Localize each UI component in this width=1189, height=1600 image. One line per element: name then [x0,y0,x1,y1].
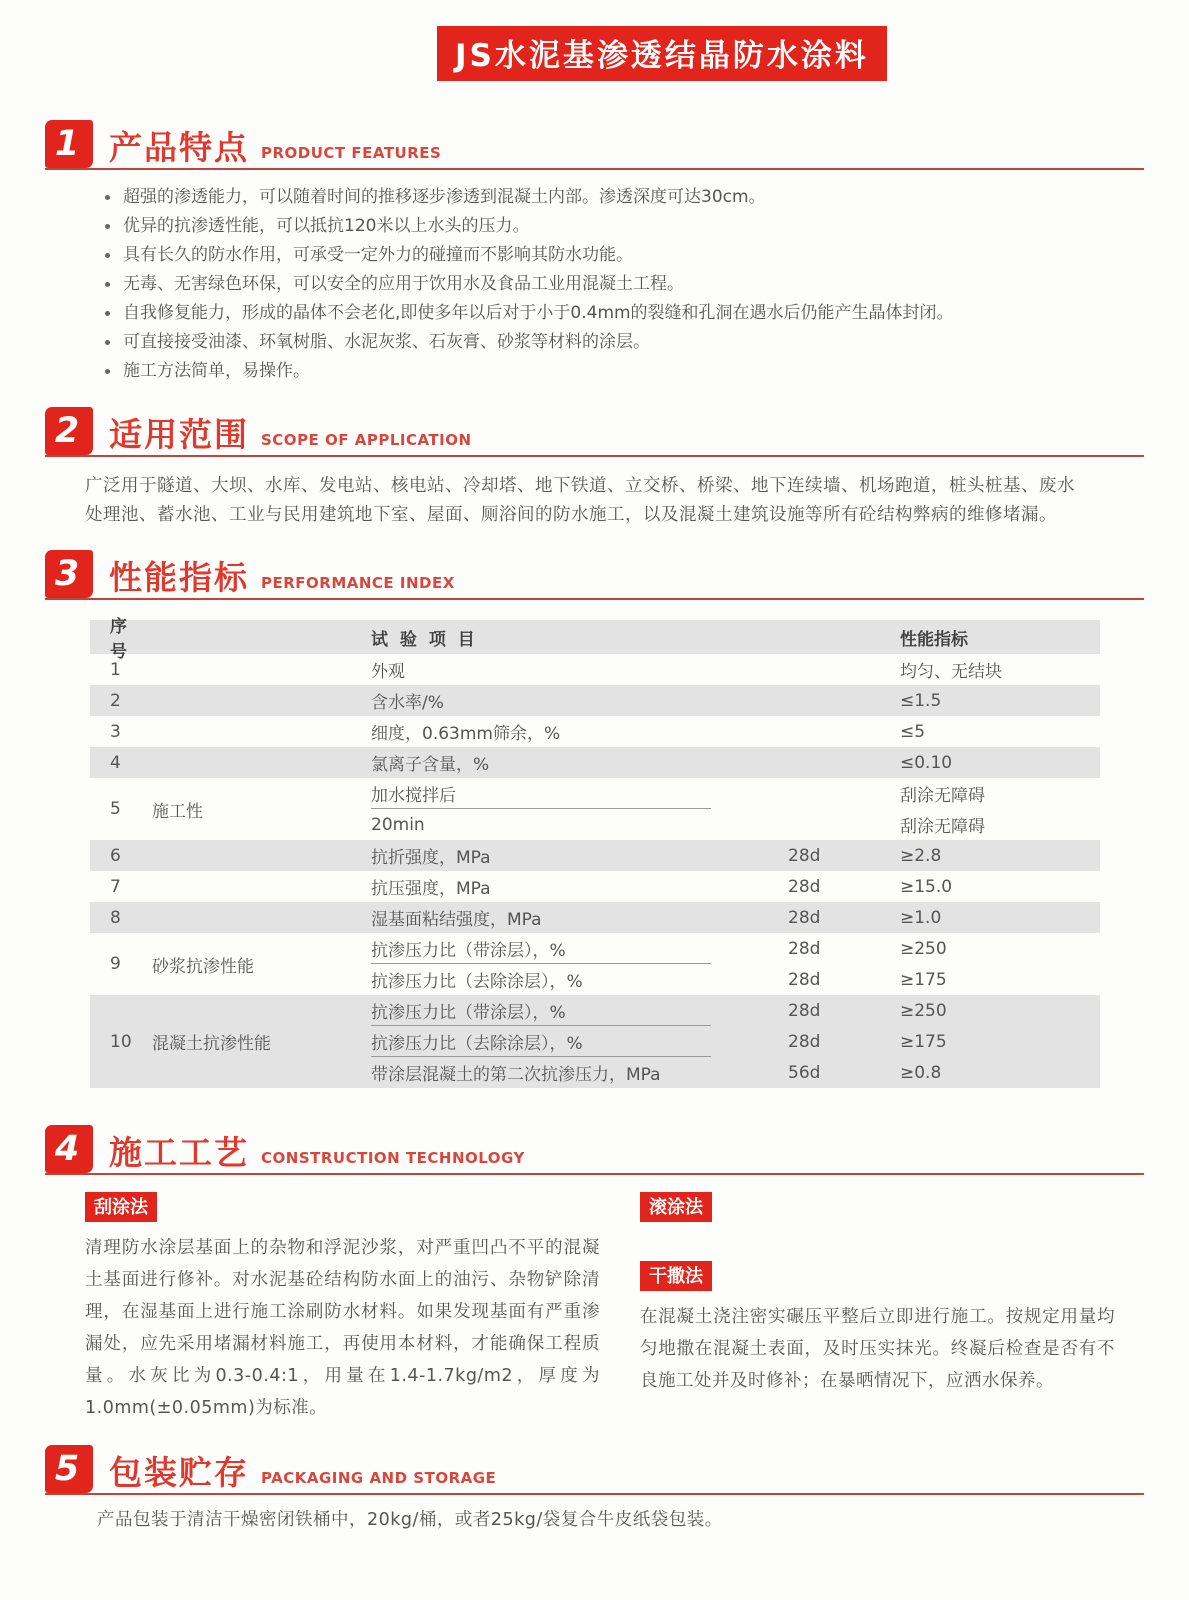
method-text: 在混凝土浇注密实碾压平整后立即进行施工。按规定用量均匀地撒在混凝土表面，及时压实抹光。终凝后检查是否有不良施工处并及时修补；在暴晒情况下，应洒水保养。 [640,1307,1115,1391]
cell-index-value: ≥175 [900,1031,947,1052]
table-row [90,840,1100,871]
section-number-badge: 2 [45,407,93,455]
table-row [90,716,1100,747]
feature-bullet: 超强的渗透能力，可以随着时间的推移逐步渗透到混凝土内部。渗透深度可达30cm。 [103,183,1144,212]
section-number-badge: 1 [45,120,93,168]
section-header-scope [45,407,1144,457]
cell-index-value: 刮涂无障碍 [900,786,985,806]
item-line [363,685,1100,716]
cell-index-value: 均匀、无结块 [900,662,1002,682]
cell-test-item: 外观 [371,662,405,682]
table-body [90,654,1100,1088]
section-title-zh: 适用范围 [109,414,249,454]
cell-items [363,778,1100,840]
cell-test-item: 氯离子含量，% [371,755,490,775]
feature-bullet: 可直接接受油漆、环氧树脂、水泥灰浆、石灰膏、砂浆等材料的涂层。 [103,328,1144,357]
method-roller-coating [640,1192,1115,1222]
section-packaging [45,1445,1144,1531]
cell-test-item: 抗折强度，MPa [371,848,491,868]
cell-index-value: ≥250 [900,938,947,959]
item-line [363,1057,1100,1088]
cell-test-item: 抗渗压力比（去除涂层），% [363,1026,768,1057]
cell-items [363,840,1100,871]
cell-row-number: 4 [110,752,121,773]
cell-test-item: 20min [371,814,425,835]
cell-index-value: ≥250 [900,1000,947,1021]
cell-test-item: 带涂层混凝土的第二次抗渗压力，MPa [371,1065,661,1085]
cell-age: 28d [788,876,821,897]
table-row [90,995,1100,1088]
cell-age: 56d [788,1062,821,1083]
cell-group-name: 砂浆抗渗性能 [152,956,254,977]
table-row [90,685,1100,716]
cell-index-value: ≤0.10 [900,752,953,773]
cell-group-name: 混凝土抗渗性能 [152,1034,271,1054]
cell-test-item: 细度，0.63mm筛余，% [371,724,561,744]
item-line [363,933,1100,964]
cell-age: 28d [788,969,821,990]
item-line [363,902,1100,933]
col-header-index: 性能指标 [900,629,968,650]
col-header-item: 试 验 项 目 [371,629,478,650]
section-performance [45,550,1144,1088]
features-bullet-list [103,183,1144,386]
cell-items [363,716,1100,747]
cell-items [363,902,1100,933]
section-title-en: PERFORMANCE INDEX [261,574,455,592]
cell-index-value: ≤1.5 [900,690,942,711]
section-number-badge: 4 [45,1125,93,1173]
cell-age: 28d [788,938,821,959]
method-scrape-coating [85,1192,600,1424]
section-header-performance [45,550,1144,600]
performance-table [90,617,1100,1088]
cell-index-value: ≥0.8 [900,1062,942,1083]
method-tag: 刮涂法 [85,1192,157,1222]
cell-age: 28d [788,1000,821,1021]
feature-bullet: 具有长久的防水作用，可承受一定外力的碰撞而不影响其防水功能。 [103,241,1144,270]
scope-paragraph: 广泛用于隧道、大坝、水库、发电站、核电站、冷却塔、地下铁道、立交桥、桥梁、地下连续墙、机场跑道，桩头桩基、废水处理池、蓄水池、工业与民用建筑地下室、屋面、厕浴间的防水施工，以及混凝土建筑设施等所有砼结构弊病的维修堵漏。 [85,476,1075,525]
cell-index-value: ≤5 [900,721,926,742]
cell-test-item: 抗压强度，MPa [371,879,491,899]
packaging-paragraph: 产品包装于清洁干燥密闭铁桶中，20kg/桶，或者25kg/袋复合牛皮纸袋包装。 [97,1510,723,1530]
method-tag: 滚涂法 [640,1192,712,1222]
section-features [45,120,1144,386]
item-line [363,1026,1100,1057]
section-title-en: SCOPE OF APPLICATION [261,431,472,449]
cell-index-value: ≥1.0 [900,907,942,928]
cell-test-item: 湿基面粘结强度，MPa [371,910,542,930]
cell-age: 28d [788,845,821,866]
col-header-no: 序号 [110,617,127,662]
cell-index-value: 刮涂无障碍 [900,817,985,837]
item-line [363,964,1100,995]
cell-test-item: 抗渗压力比（带涂层），% [363,933,768,964]
section-title-zh: 产品特点 [109,127,249,167]
table-row [90,933,1100,995]
item-line [363,654,1100,685]
item-line [363,716,1100,747]
cell-row-number: 1 [110,659,121,680]
item-line [363,871,1100,902]
cell-test-item: 含水率/% [371,693,444,713]
section-title-zh: 性能指标 [109,557,249,597]
cell-row-number: 2 [110,690,121,711]
section-title-en: PACKAGING AND STORAGE [261,1469,497,1487]
table-row [90,778,1100,840]
cell-row-number: 9 [110,954,121,974]
cell-index-value: ≥175 [900,969,947,990]
cell-row-number: 5 [110,799,121,819]
cell-index-value: ≥15.0 [900,876,953,897]
section-header-packaging [45,1445,1144,1495]
section-title-en: CONSTRUCTION TECHNOLOGY [261,1149,525,1167]
cell-age: 28d [788,1031,821,1052]
section-scope [45,407,1144,530]
cell-items [363,654,1100,685]
feature-bullet: 施工方法简单，易操作。 [103,357,1144,386]
cell-row-number: 7 [110,876,121,897]
section-number-badge: 3 [45,550,93,598]
section-title-zh: 施工工艺 [109,1132,249,1172]
cell-age: 28d [788,907,821,928]
cell-group-name: 施工性 [152,801,203,822]
cell-row-number: 10 [110,1031,132,1052]
spacer [640,1222,1115,1261]
section-number-badge: 5 [45,1445,93,1493]
cell-test-item: 抗渗压力比（带涂层），% [363,995,768,1026]
cell-index-value: ≥2.8 [900,845,942,866]
method-dry-sprinkle [640,1261,1115,1397]
item-line [363,809,1100,840]
method-text: 清理防水涂层基面上的杂物和浮泥沙浆，对严重凹凸不平的混凝土基面进行修补。对水泥基砼结构防水面上的油污、杂物铲除清理，在湿基面上进行施工涂刷防水材料。如果发现基面有严重渗漏处，应先采用堵漏材料施工，再使用本材料，才能确保工程质量。水灰比为0.3-0.4:1，用量在1.4-1.7kg/m2，厚度为1.0mm(±0.05mm)为标准。 [85,1238,600,1418]
item-line [363,840,1100,871]
item-line [363,778,1100,809]
item-line [363,747,1100,778]
cell-test-item: 加水搅拌后 [363,778,768,809]
method-tag: 干撒法 [640,1261,712,1291]
feature-bullet: 优异的抗渗透性能，可以抵抗120米以上水头的压力。 [103,212,1144,241]
section-header-features [45,120,1144,170]
table-header-row [90,617,1100,662]
item-line [363,995,1100,1026]
method-right-column [640,1192,1115,1424]
construction-methods [85,1192,1115,1424]
cell-items [363,933,1100,995]
section-header-construction [45,1125,1144,1175]
section-title-zh: 包装贮存 [109,1452,249,1492]
feature-bullet: 无毒、无害绿色环保，可以安全的应用于饮用水及食品工业用混凝土工程。 [103,270,1144,299]
table-row [90,654,1100,685]
cell-items [363,871,1100,902]
page-title: JS水泥基渗透结晶防水涂料 [437,26,887,81]
cell-items [363,685,1100,716]
cell-test-item: 抗渗压力比（去除涂层），% [371,972,583,992]
cell-items [363,747,1100,778]
cell-row-number: 8 [110,907,121,928]
cell-items [363,995,1100,1088]
feature-bullet: 自我修复能力，形成的晶体不会老化,即使多年以后对于小于0.4mm的裂缝和孔洞在遇水后仍能产生晶体封闭。 [103,299,1144,328]
section-title-en: PRODUCT FEATURES [261,144,442,162]
table-row [90,902,1100,933]
section-construction [45,1125,1144,1424]
cell-row-number: 6 [110,845,121,866]
cell-row-number: 3 [110,721,121,742]
table-row [90,871,1100,902]
table-row [90,747,1100,778]
